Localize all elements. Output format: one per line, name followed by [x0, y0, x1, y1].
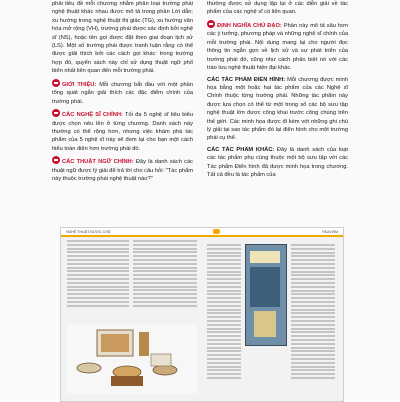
- bullet-text: Tối đa 5 nghệ sĩ tiêu biểu được chọn nêu lên ở từng chương. Danh sách này thường có thể rộng hơn, nhưng việc khám phá tác phẩm của 5 nghệ sĩ này sẽ đem lại cho bạn một cách hiểu toàn diện hơn trường phái đó.: [52, 112, 193, 152]
- page-number-tab: [213, 229, 220, 234]
- bullet-text: Phần này mô tả sâu hơn các ý tưởng, phương pháp và những nghệ sĩ chính của mỗi trường phái. Nội dung mang lại cho người đọc thông tin ngắn gọn về lịch sử và sự phát triển của trường phái đó, cũng như cách phân biệt nó với các trào lưu nghệ thuật hiện đại khác.: [207, 23, 348, 72]
- caption-block: [291, 244, 335, 381]
- section-text: Mỗi chương được minh họa bằng một hoặc hai tác phẩm của các Nghệ sĩ Chính thuộc từng trường phái. Những tác phẩm này được lựa chọn có thể từ một trong số các bộ sưu tập nghệ thuật lớn được công khai trước công chúng trên thế giới. Các minh họa được đi kèm với những ghi chú lý giải tại sao tác phẩm đó lại điển hình cho một trường phái cụ thể.: [207, 76, 349, 142]
- bullet-definition: [207, 20, 348, 72]
- section-heading: CÁC TÁC PHẨM KHÁC:: [207, 147, 275, 154]
- sample-spread-image: [60, 227, 344, 402]
- spread-left-page: [65, 240, 199, 396]
- bullet-text: Đây là danh sách các thuật ngữ được lý giải để trả lời cho câu hỏi: "Tác phẩm này thuộc trường phái nghệ thuật nào?": [52, 159, 193, 183]
- spread-header-right: FAUVISM: [322, 229, 338, 234]
- bullet-introduction: [52, 79, 193, 106]
- section-other-works: [207, 146, 348, 180]
- section-key-works: [207, 76, 348, 143]
- bullet-heading: CÁC NGHỆ SĨ CHÍNH:: [62, 112, 123, 119]
- bullet-heading: GIỚI THIỆU:: [62, 81, 97, 88]
- continuation-paragraph: [207, 0, 348, 17]
- artwork-photo: [67, 324, 197, 394]
- poster-artwork: [245, 244, 287, 346]
- continuation-text: thường được sử dụng lặp lại ở các diễn giải về tác phẩm của các nghệ sĩ có liên quan.: [207, 1, 348, 16]
- intro-text: phải tiêu đề mỗi chương nhằm phân loại trường phái nghệ thuật khác nhau được mô tả trong phần Lời dẫn: xu hướng trong nghệ thuật thị giác (TG), xu hướng văn hóa mở rộng (VH), trường phái được xác định bởi nghệ sĩ (NS), hoặc tên gọi được đặt theo giai đoạn lịch sử (LS). Một số trường phái được tranh luận rằng có thể được giải thích bởi các cách gọi khác: trong trường hợp đó, quyển sách này chỉ sử dụng thuật ngữ phổ biến nhất liên quan đến mỗi trường phái.: [52, 1, 193, 75]
- left-column: [52, 0, 193, 226]
- red-bullet-icon: [207, 20, 215, 28]
- bullet-key-artists: [52, 109, 193, 153]
- spread-right-page: [205, 240, 339, 396]
- intro-paragraph: [52, 0, 193, 76]
- bullet-heading: CÁC THUẬT NGỮ CHÍNH:: [62, 159, 134, 166]
- section-text: Đây là danh sách của loạt các tác phẩm phụ cùng thuộc một bộ sưu tập với các Tác phẩm Điển hình đã được minh họa trong chương. Tất cả đều là tác phẩm của: [207, 147, 348, 179]
- text-block: [67, 240, 129, 308]
- red-bullet-icon: [52, 109, 60, 117]
- text-block: [207, 244, 241, 381]
- bullet-text: Mỗi chương bắt đầu với một phần tổng quát ngắn giải thích các đặc điểm chính của trường phái.: [52, 81, 193, 105]
- bullet-heading: ĐỊNH NGHĨA CHỦ ĐẠO:: [217, 23, 282, 29]
- text-columns: [52, 0, 348, 226]
- spread-header-left: NGHỆ THUẬT ĐƯỢC CHỮ: [66, 229, 111, 234]
- bullet-key-terms: [52, 156, 193, 183]
- red-bullet-icon: [52, 79, 60, 87]
- section-heading: CÁC TÁC PHẨM ĐIỂN HÌNH:: [207, 76, 286, 83]
- ceramics-illustration: [67, 324, 197, 394]
- red-bullet-icon: [52, 156, 60, 164]
- right-column: [207, 0, 348, 226]
- text-block: [133, 240, 197, 308]
- spread-header: [61, 228, 343, 237]
